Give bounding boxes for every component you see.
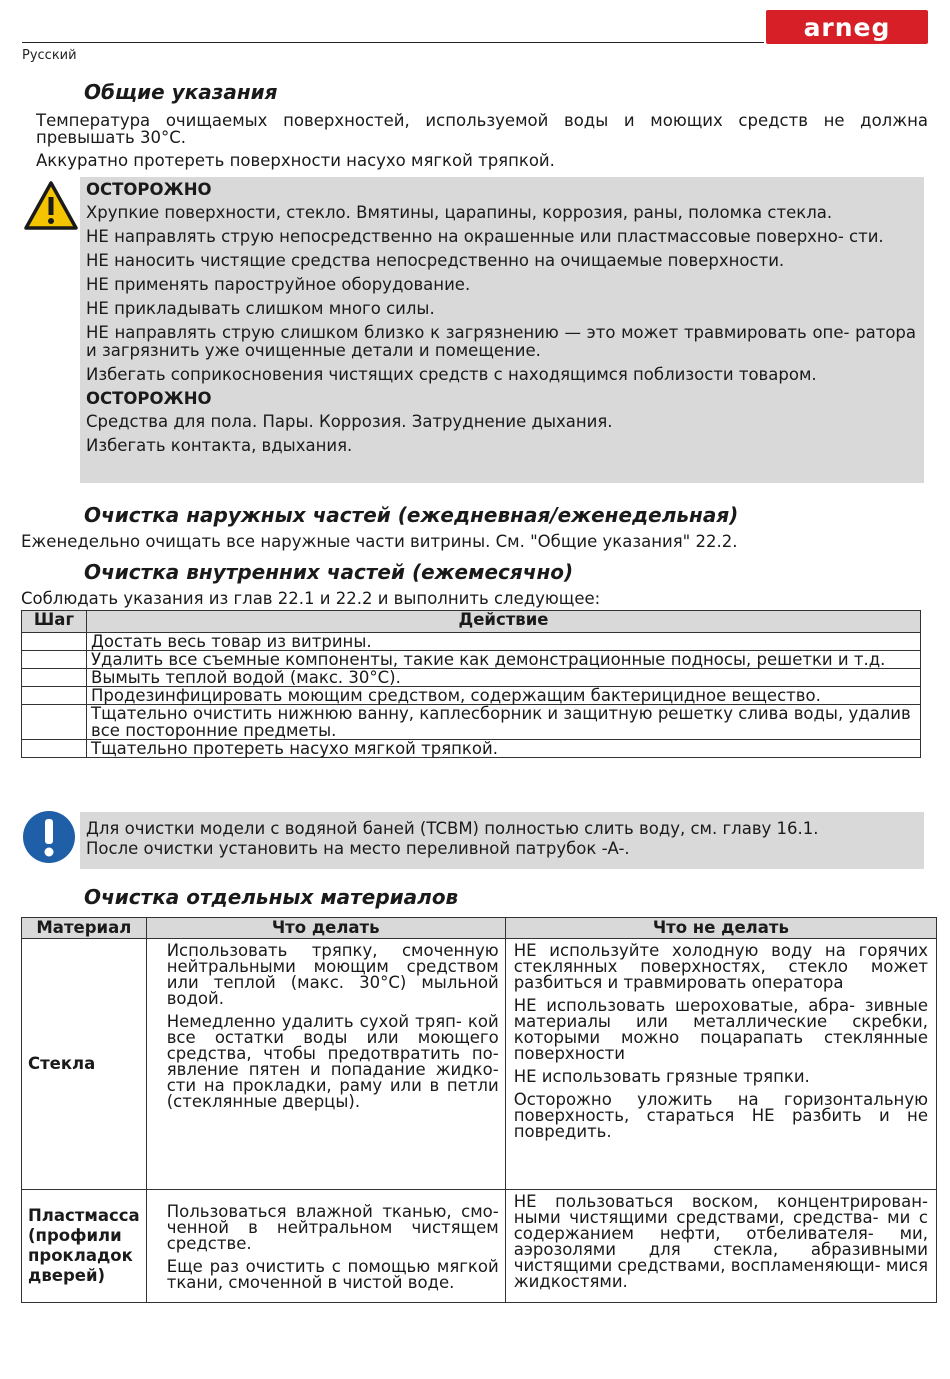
action-column-header: Действие (87, 611, 921, 633)
do-item: Использовать тряпку, смоченную нейтральными моющим средством или теплой (макс. 30°C) мыльной водой. (166, 941, 499, 1008)
table-row-plastic (22, 1190, 937, 1303)
caution-title-2: ОСТОРОЖНО (86, 389, 212, 408)
caution-line: НЕ применять пароструйное оборудование. (86, 275, 471, 294)
table-row (22, 687, 921, 705)
info-exclamation-icon (22, 810, 76, 864)
caution-text (86, 181, 916, 461)
action-cell: Удалить все съемные компоненты, такие как демонстрационные подносы, решетки и т.д. (87, 651, 921, 669)
table-row-glass (22, 939, 937, 1190)
logo-text: arneg (803, 12, 891, 42)
do-column-header: Что делать (146, 918, 505, 939)
arneg-logo (766, 10, 928, 44)
action-cell: Продезинфицировать моющим средством, содержащим бактерицидное вещество. (87, 687, 921, 705)
warning-triangle-icon (24, 181, 78, 231)
action-cell: Тщательно очистить нижнюю ванну, каплесборник и защитную решетку слива воды, удалив все посторонние предметы. (87, 705, 921, 740)
exterior-text: Еженедельно очищать все наружные части витрины. См. "Общие указания" 22.2. (21, 532, 738, 551)
caution-line: Избегать соприкосновения чистящих средств с находящимся поблизости товаром. (86, 365, 817, 384)
table-header-row (22, 918, 937, 939)
table-row (22, 651, 921, 669)
materials-heading: Очистка отдельных материалов (84, 885, 459, 909)
material-name: Пластмасса (профили прокладок дверей) (22, 1190, 147, 1303)
table-row (22, 669, 921, 687)
materials-table (21, 917, 937, 1303)
step-cell (22, 705, 87, 740)
step-cell (22, 740, 87, 758)
do-cell (146, 939, 505, 1190)
action-cell: Достать весь товар из витрины. (87, 633, 921, 651)
table-row (22, 740, 921, 758)
dont-item: НЕ использовать шероховатые, абра- зивные материалы или металлические скребки, которыми можно поцарапать стеклянные поверхности (513, 996, 928, 1063)
dont-item: НЕ используйте холодную воду на горячих стеклянных поверхностях, стекло может разбиться и травмировать оператора (513, 941, 928, 992)
step-cell (22, 651, 87, 669)
table-row (22, 705, 921, 740)
general-line-1: Температура очищаемых поверхностей, используемой воды и моющих средств не должна превышать 30°C. (36, 111, 928, 147)
table-header-row (22, 611, 921, 633)
material-column-header: Материал (22, 918, 147, 939)
step-cell (22, 633, 87, 651)
dont-cell (505, 939, 936, 1190)
steps-table (21, 610, 921, 758)
caution-title-1: ОСТОРОЖНО (86, 180, 212, 199)
do-item: Пользоваться влажной тканью, смо- ченной в нейтральном чистящем средстве. (166, 1202, 499, 1253)
action-cell: Вымыть теплой водой (макс. 30°C). (87, 669, 921, 687)
caution-line: НЕ прикладывать слишком много силы. (86, 299, 435, 318)
do-item: Еще раз очистить с помощью мягкой ткани, смоченной в чистой воде. (166, 1257, 499, 1292)
step-column-header: Шаг (22, 611, 87, 633)
dont-item: НЕ использовать грязные тряпки. (513, 1067, 810, 1086)
interior-intro: Соблюдать указания из глав 22.1 и 22.2 и выполнить следующее: (21, 589, 601, 608)
caution-line: НЕ направлять струю слишком близко к загрязнению — это может травмировать опе- ратора и загрязнить уже очищенные детали и помещение. (86, 323, 916, 360)
dont-cell (505, 1190, 936, 1303)
caution-line: Избегать контакта, вдыхания. (86, 436, 353, 455)
notice-line-1: Для очистки модели с водяной баней (TCBM) полностью слить воду, см. главу 16.1. (86, 819, 819, 838)
notice-box (80, 812, 924, 869)
do-item: Немедленно удалить сухой тряп- кой все остатки воды или моющего средства, чтобы предотвратить по- явление пятен и попадание жидко- сти на прокладки, раму или в петли (стеклянные дверцы). (166, 1012, 499, 1111)
dont-item: Осторожно уложить на горизонтальную поверхность, стараться НЕ разбить и не повредить. (513, 1090, 928, 1141)
exterior-heading: Очистка наружных частей (ежедневная/еженедельная) (84, 503, 739, 527)
action-cell: Тщательно протереть насухо мягкой тряпкой. (87, 740, 921, 758)
language-label: Русский (22, 48, 77, 63)
header-divider (22, 42, 764, 43)
material-name: Стекла (22, 939, 147, 1190)
step-cell (22, 687, 87, 705)
general-heading: Общие указания (84, 80, 278, 104)
caution-box (80, 177, 924, 483)
general-line-2: Аккуратно протереть поверхности насухо мягкой тряпкой. (36, 151, 555, 170)
dont-column-header: Что не делать (505, 918, 936, 939)
caution-line: Хрупкие поверхности, стекло. Вмятины, царапины, коррозия, раны, поломка стекла. (86, 203, 833, 222)
caution-line: Средства для пола. Пары. Коррозия. Затруднение дыхания. (86, 412, 613, 431)
caution-line: НЕ направлять струю непосредственно на окрашенные или пластмассовые поверхно- сти. (86, 227, 884, 246)
interior-heading: Очистка внутренних частей (ежемесячно) (84, 560, 574, 584)
do-cell (146, 1190, 505, 1303)
notice-line-2: После очистки установить на место переливной патрубок -A-. (86, 839, 630, 858)
dont-item: НЕ пользоваться воском, концентрирован- ными чистящими средствами, средства- ми с содержанием нефти, отбеливателя- ми, аэрозолями для стекла, абразивными чистящими средствами, воспламеняющи- мися жидкостями. (513, 1192, 928, 1291)
step-cell (22, 669, 87, 687)
table-row (22, 633, 921, 651)
notice-text (86, 819, 819, 859)
caution-line: НЕ наносить чистящие средства непосредственно на очищаемые поверхности. (86, 251, 785, 270)
